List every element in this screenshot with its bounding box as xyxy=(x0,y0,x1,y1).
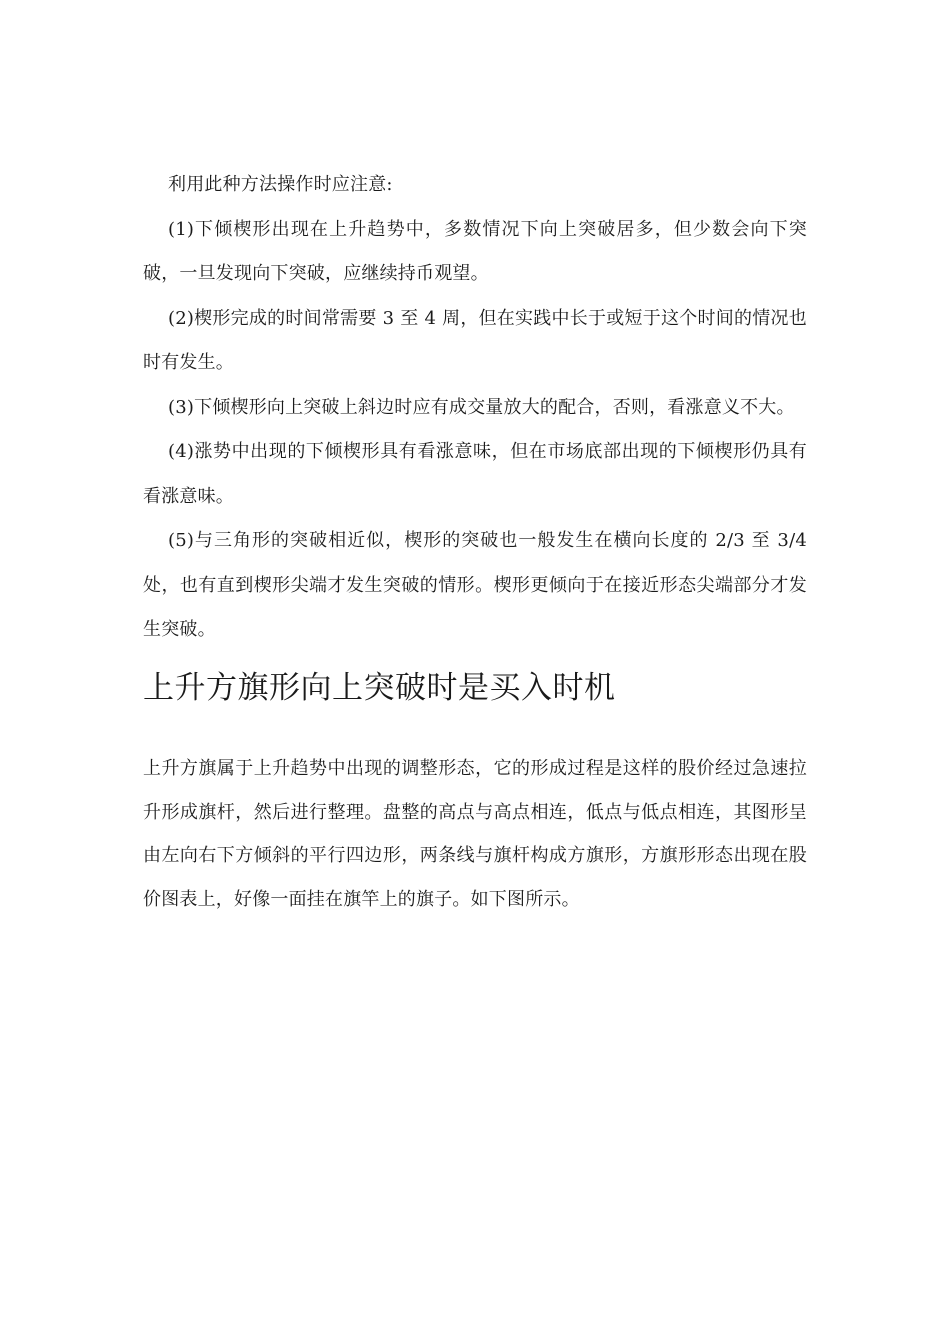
notes-intro: 利用此种方法操作时应注意: xyxy=(168,174,393,195)
note-item-5: (5)与三角形的突破相近似，楔形的突破也一般发生在横向长度的 2/3 至 3/4 处，也有直到楔形尖端才发生突破的情形。楔形更倾向于在接近形态尖端部分才发生突破。 xyxy=(143,530,807,640)
notes-section xyxy=(143,163,807,653)
note-item-4: (4)涨势中出现的下倾楔形具有看涨意味，但在市场底部出现的下倾楔形仍具有看涨意味。 xyxy=(143,441,807,507)
note-item-2: (2)楔形完成的时间常需要 3 至 4 周，但在实践中长于或短于这个时间的情况也时有发生。 xyxy=(143,307,807,373)
section-heading: 上升方旗形向上突破时是买入时机 xyxy=(143,670,616,706)
note-item-1: (1)下倾楔形出现在上升趋势中，多数情况下向上突破居多，但少数会向下突破，一旦发现向下突破，应继续持币观望。 xyxy=(143,218,807,284)
flag-description-section xyxy=(143,747,807,921)
note-item-3: (3)下倾楔形向上突破上斜边时应有成交量放大的配合，否则，看涨意义不大。 xyxy=(168,396,795,418)
flag-description-paragraph: 上升方旗属于上升趋势中出现的调整形态，它的形成过程是这样的股价经过急速拉升形成旗杆，然后进行整理。盘整的高点与高点相连，低点与低点相连，其图形呈由左向右下方倾斜的平行四边形，两条线与旗杆构成方旗形，方旗形形态出现在股价图表上，好像一面挂在旗竿上的旗子。如下图所示。 xyxy=(143,758,807,910)
